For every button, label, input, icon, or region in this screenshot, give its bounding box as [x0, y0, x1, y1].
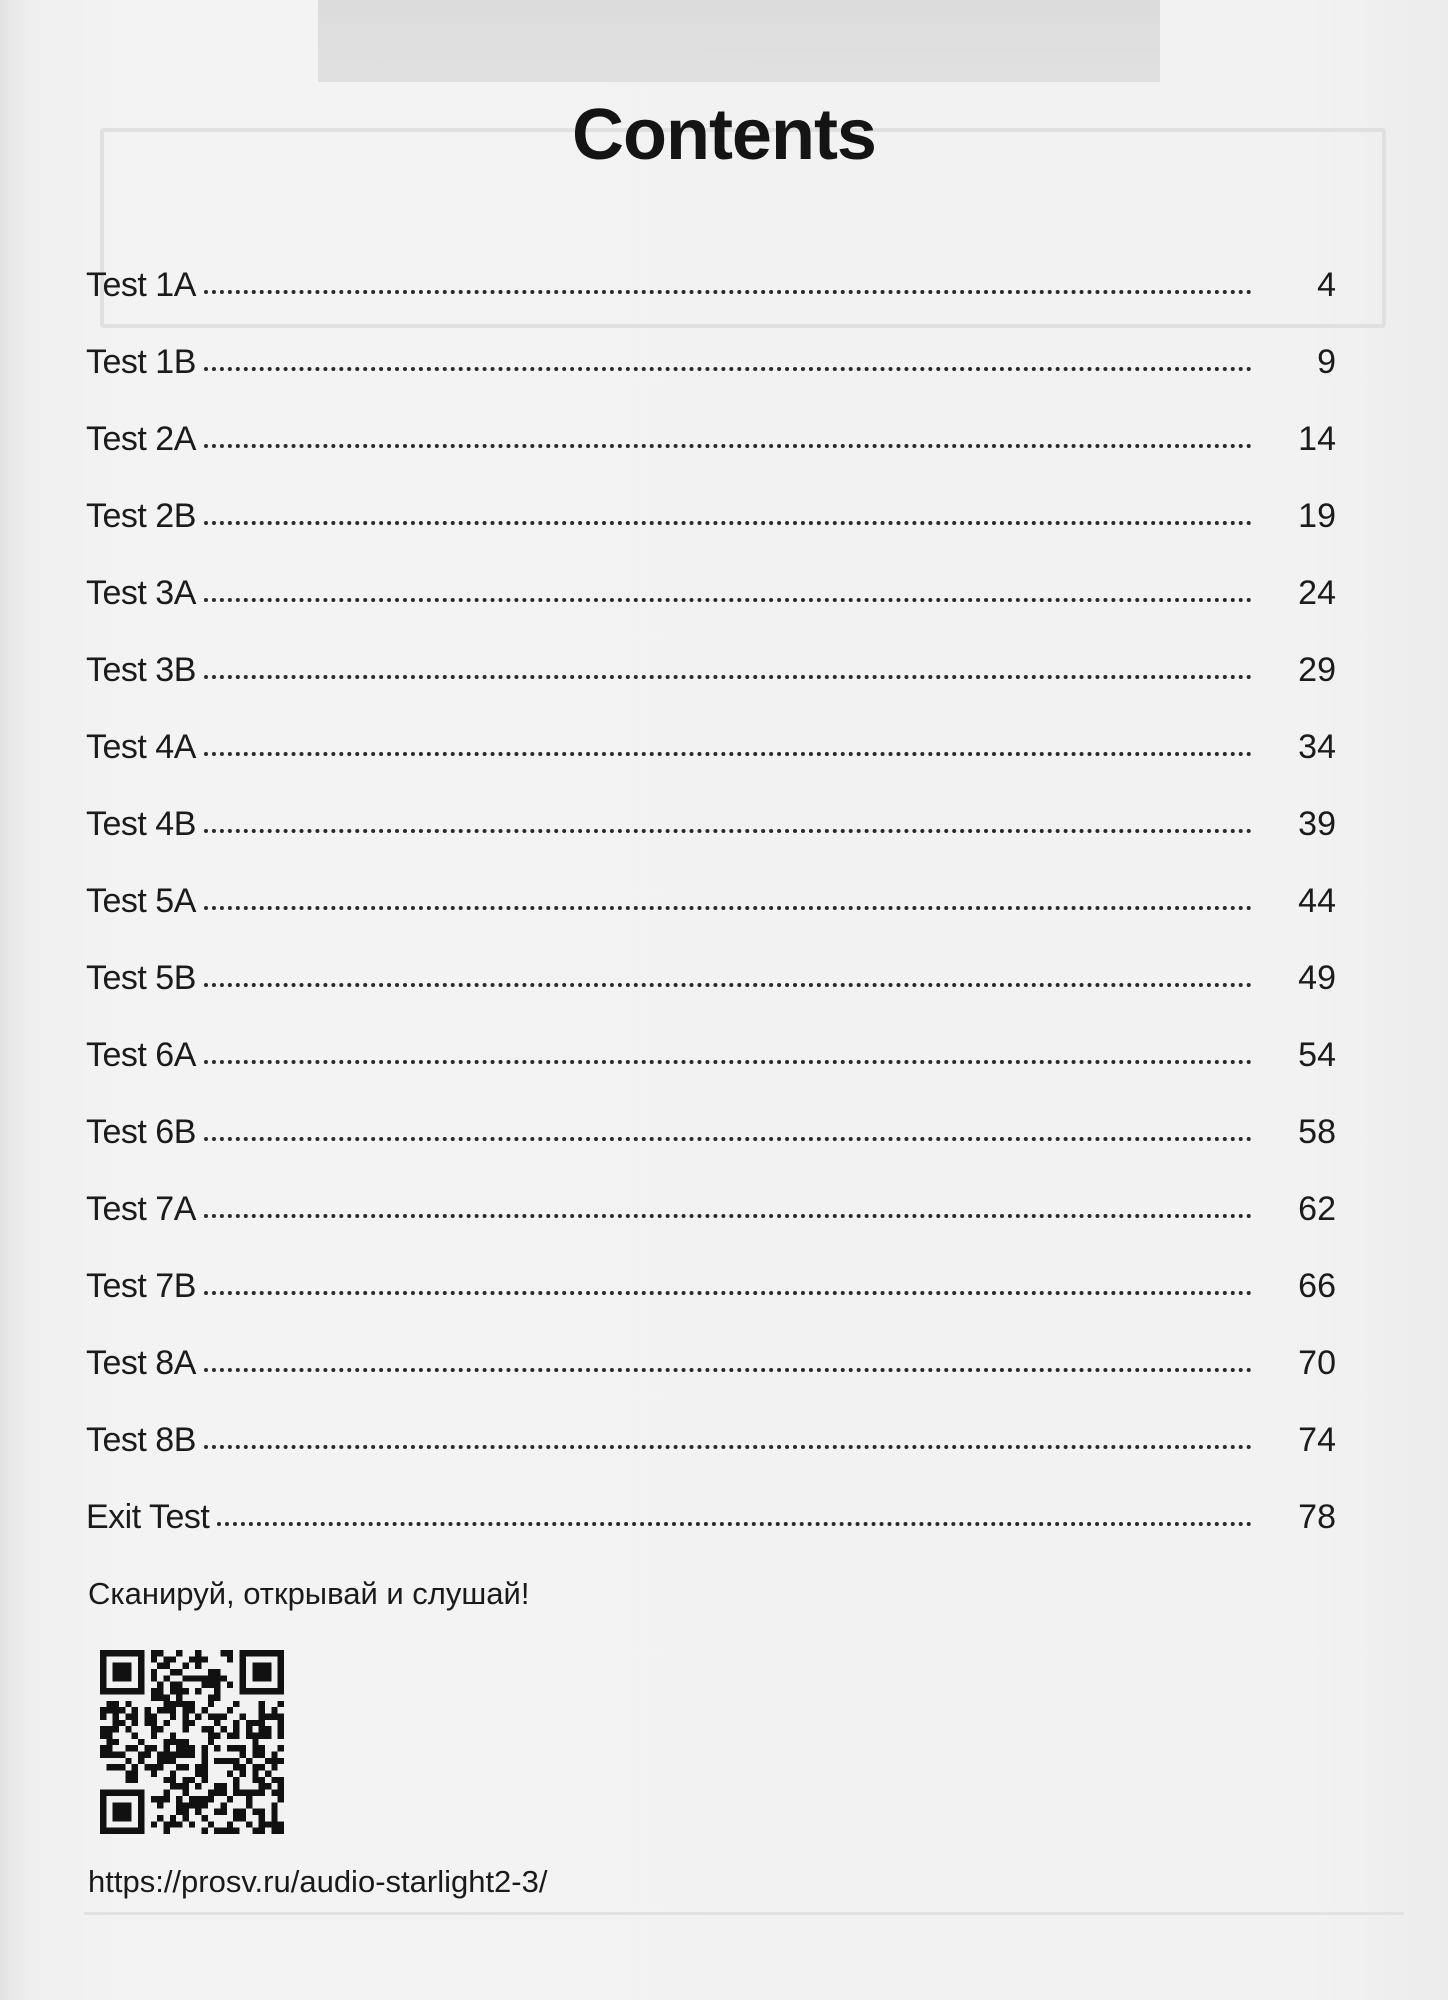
- toc-row[interactable]: [86, 801, 1336, 878]
- toc-page-number: 14: [1298, 420, 1336, 458]
- dot-leader: [217, 1494, 1276, 1528]
- dot-leader: [204, 647, 1276, 681]
- dot-leader: [204, 416, 1276, 450]
- toc-label: Test 5A: [86, 882, 196, 920]
- toc-row[interactable]: [86, 1417, 1336, 1494]
- toc-row[interactable]: [86, 1263, 1336, 1340]
- toc-page-number: 49: [1298, 959, 1336, 997]
- toc-page-number: 70: [1298, 1344, 1336, 1382]
- toc-page-number: 54: [1298, 1036, 1336, 1074]
- audio-link[interactable]: https://prosv.ru/audio-starlight2-3/: [88, 1864, 548, 1899]
- toc-label: Test 7B: [86, 1267, 196, 1305]
- dot-leader: [204, 262, 1276, 296]
- page-title: Contents: [572, 95, 876, 175]
- toc-label: Test 8B: [86, 1421, 196, 1459]
- toc-label: Exit Test: [86, 1498, 210, 1536]
- toc-row[interactable]: [86, 339, 1336, 416]
- dot-leader: [204, 955, 1276, 989]
- table-of-contents: [86, 262, 1336, 1571]
- toc-label: Test 5B: [86, 959, 196, 997]
- toc-page-number: 78: [1298, 1498, 1336, 1536]
- toc-row[interactable]: [86, 1340, 1336, 1417]
- toc-page-number: 24: [1298, 574, 1336, 612]
- toc-page-number: 9: [1317, 343, 1336, 381]
- toc-page-number: 19: [1298, 497, 1336, 535]
- toc-row[interactable]: [86, 1186, 1336, 1263]
- toc-label: Test 1A: [86, 266, 196, 304]
- toc-label: Test 6A: [86, 1036, 196, 1074]
- background-photo-strip: [318, 0, 1160, 82]
- dot-leader: [204, 1186, 1276, 1220]
- background-ghost-rule: [84, 1912, 1404, 1915]
- toc-label: Test 7A: [86, 1190, 196, 1228]
- toc-row[interactable]: [86, 878, 1336, 955]
- toc-row[interactable]: [86, 955, 1336, 1032]
- dot-leader: [204, 1417, 1276, 1451]
- toc-page-number: 66: [1298, 1267, 1336, 1305]
- toc-row[interactable]: [86, 1032, 1336, 1109]
- toc-label: Test 2A: [86, 420, 196, 458]
- toc-page-number: 58: [1298, 1113, 1336, 1151]
- toc-label: Test 4A: [86, 728, 196, 766]
- dot-leader: [204, 493, 1276, 527]
- toc-page-number: 34: [1298, 728, 1336, 766]
- toc-row[interactable]: [86, 493, 1336, 570]
- dot-leader: [204, 1109, 1276, 1143]
- toc-page-number: 44: [1298, 882, 1336, 920]
- dot-leader: [204, 878, 1276, 912]
- dot-leader: [204, 1340, 1276, 1374]
- toc-row[interactable]: [86, 724, 1336, 801]
- toc-row[interactable]: [86, 262, 1336, 339]
- dot-leader: [204, 1032, 1276, 1066]
- toc-label: Test 6B: [86, 1113, 196, 1151]
- toc-page-number: 4: [1317, 266, 1336, 304]
- toc-row[interactable]: [86, 1494, 1336, 1571]
- toc-row[interactable]: [86, 416, 1336, 493]
- toc-row[interactable]: [86, 647, 1336, 724]
- toc-row[interactable]: [86, 570, 1336, 647]
- toc-label: Test 1B: [86, 343, 196, 381]
- toc-label: Test 4B: [86, 805, 196, 843]
- toc-page-number: 62: [1298, 1190, 1336, 1228]
- scan-prompt: Сканируй, открывай и слушай!: [88, 1576, 530, 1611]
- dot-leader: [204, 1263, 1276, 1297]
- toc-page-number: 29: [1298, 651, 1336, 689]
- toc-page-number: 74: [1298, 1421, 1336, 1459]
- toc-label: Test 3A: [86, 574, 196, 612]
- toc-label: Test 3B: [86, 651, 196, 689]
- qr-code-icon[interactable]: [100, 1650, 284, 1834]
- dot-leader: [204, 724, 1276, 758]
- toc-label: Test 2B: [86, 497, 196, 535]
- dot-leader: [204, 339, 1276, 373]
- toc-label: Test 8A: [86, 1344, 196, 1382]
- dot-leader: [204, 570, 1276, 604]
- toc-page-number: 39: [1298, 805, 1336, 843]
- dot-leader: [204, 801, 1276, 835]
- toc-row[interactable]: [86, 1109, 1336, 1186]
